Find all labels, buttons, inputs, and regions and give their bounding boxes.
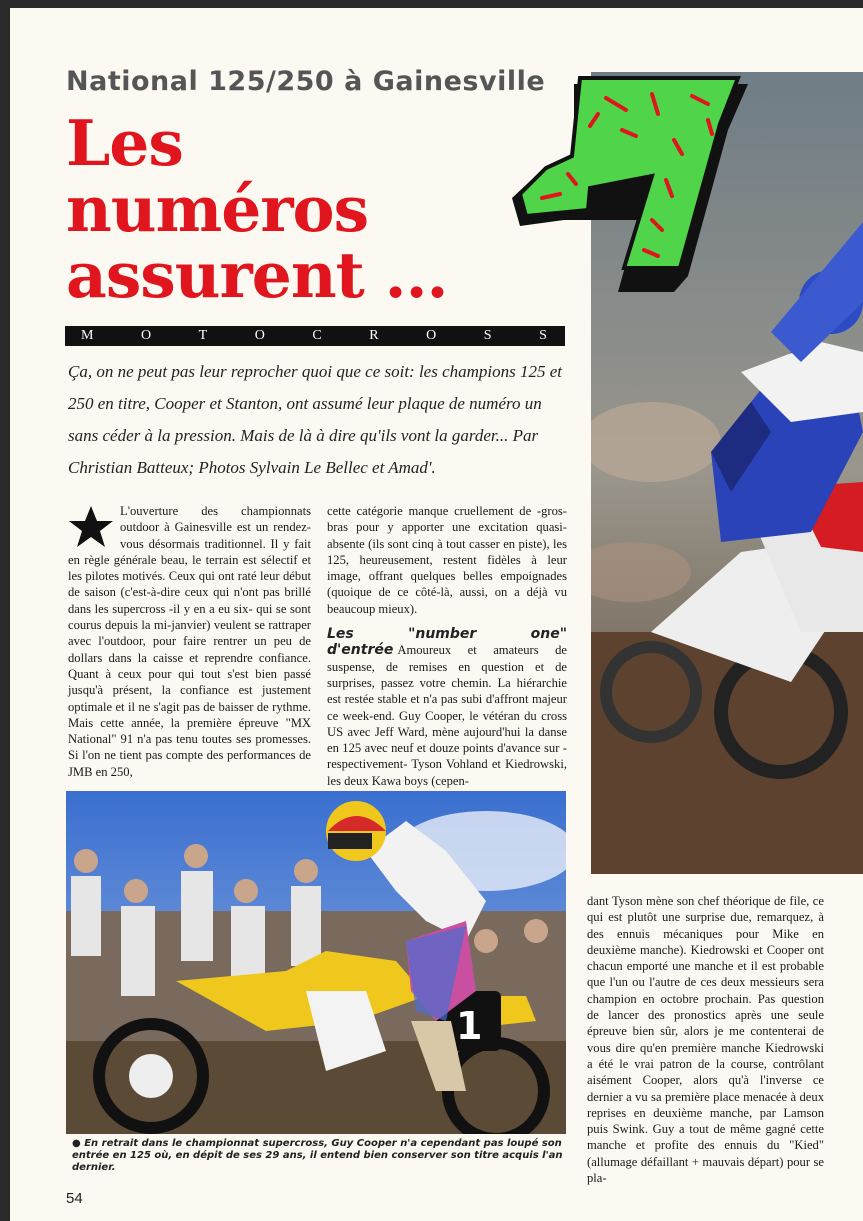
photo-caption: ● En retrait dans le championnat supercross, Guy Cooper n'a cependant pas loupé son entrée en 125 où, en dépit de ses 29 ans, il entend bien conserver son titre acquis l'an dernier.: [72, 1138, 563, 1173]
headline: [66, 106, 448, 312]
band-letter: O: [254, 328, 267, 343]
band-letter: O: [426, 328, 439, 343]
band-letter: M: [81, 328, 96, 343]
body-column-1: [68, 503, 311, 780]
headline-line-2: numéros: [66, 172, 369, 246]
headline-line-1: Les: [66, 106, 183, 180]
number-one-graphic: [502, 70, 748, 302]
bike-number-plate: 1: [456, 1004, 483, 1048]
band-letter: S: [539, 328, 549, 343]
page-number: 54: [66, 1190, 83, 1207]
body-text: cette catégorie manque cruellement de -gros- bras pour y apporter une excitation quasi-absente (ils sont cinq à tout casser en piste), les 125, heureusement, restent fidèles à leur image, offrant quelques belles empoignades (quoique de ce côté-là, aussi, on a déjà vu beaucoup mieux).: [327, 504, 567, 616]
band-letter: O: [140, 328, 154, 343]
star-icon: [68, 505, 114, 549]
band-letter: S: [483, 328, 494, 343]
body-column-2: [327, 503, 567, 789]
band-letter: C: [312, 328, 324, 343]
cooper-photo: [66, 791, 566, 1134]
band-letter: T: [198, 328, 210, 343]
subhead: Les "number one" d'entrée: [327, 626, 567, 659]
magazine-page: [10, 8, 863, 1221]
band-letter: R: [369, 328, 381, 343]
kicker-title: National 125/250 à Gainesville: [66, 66, 546, 97]
headline-line-3: assurent ...: [66, 238, 448, 312]
lead-paragraph: Ça, on ne peut pas leur reprocher quoi que ce soit: les champions 125 et 250 en titre, Cooper et Stanton, ont assumé leur plaque de numéro un sans céder à la pression. Mais de là à dire qu'ils vont la garder... Par Christian Batteux; Photos Sylvain Le Bellec et Amad'.: [68, 362, 563, 477]
body-text: L'ouverture des championnats outdoor à Gainesville est un rendez-vous désormais traditionnel. Il y fait en règle générale beau, le terrain est sélectif et les pilotes motivés. Ceux qui ont raté leur début de saison (c'est-à-dire ceux qui n'ont pas brillé dans les supercross -il y en a eu six- qui se sont courus depuis la mi-janvier) veulent se rattraper avec l'outdoor, pour faire rentrer un peu de dollars dans la caisse et reprendre confiance. Quant à ceux pour qui tout s'est bien passé jusqu'à présent, la confiance est justement optimale et il ne s'agit pas de baisser de rythme. Mais cette année, la première épreuve "MX National" 91 n'a pas tenu toutes ses promesses. Si l'on ne tient pas compte des performances de JMB en 250,: [68, 504, 311, 779]
section-band: [65, 326, 565, 346]
body-column-3: dant Tyson mène son chef théorique de file, ce qui est plutôt une surprise due, remarquez, à des ennuis mécaniques pour Mike en deuxième manche). Kiedrowski et Cooper ont chacun emporté une manche et il est probable que l'un ou l'autre de ces deux messieurs sera champion en octobre prochain. Pas question de lancer des pronostics après une seule épreuve bien sûr, alors je me contenterai de vous dire qu'en première manche Kiedrowski a été le vrai patron de la course, contrôlant aisément Cooper, alors qu'à l'inverse ce dernier a vu sa première place menacée à deux reprises en deuxième manche, par Lamson puis Swink. Guy a tout de même gagné cette manche et profite des ennuis du "Kied" (allumage défaillant + mauvais départ) pour se pla-: [587, 894, 824, 1186]
body-text: Amoureux et amateurs de suspense, de remises en question et de surprises, passez votre chemin. La hiérarchie est restée stable et n'a pas subi d'affront majeur ce week-end. Guy Cooper, le vétéran du cross US avec Jeff Ward, mène aujourd'hui la danse en 125 avec neuf et douze points d'avance sur -respectivement- Tyson Vohland et Kiedrowski, les deux Kawa boys (cepen-: [327, 643, 567, 788]
